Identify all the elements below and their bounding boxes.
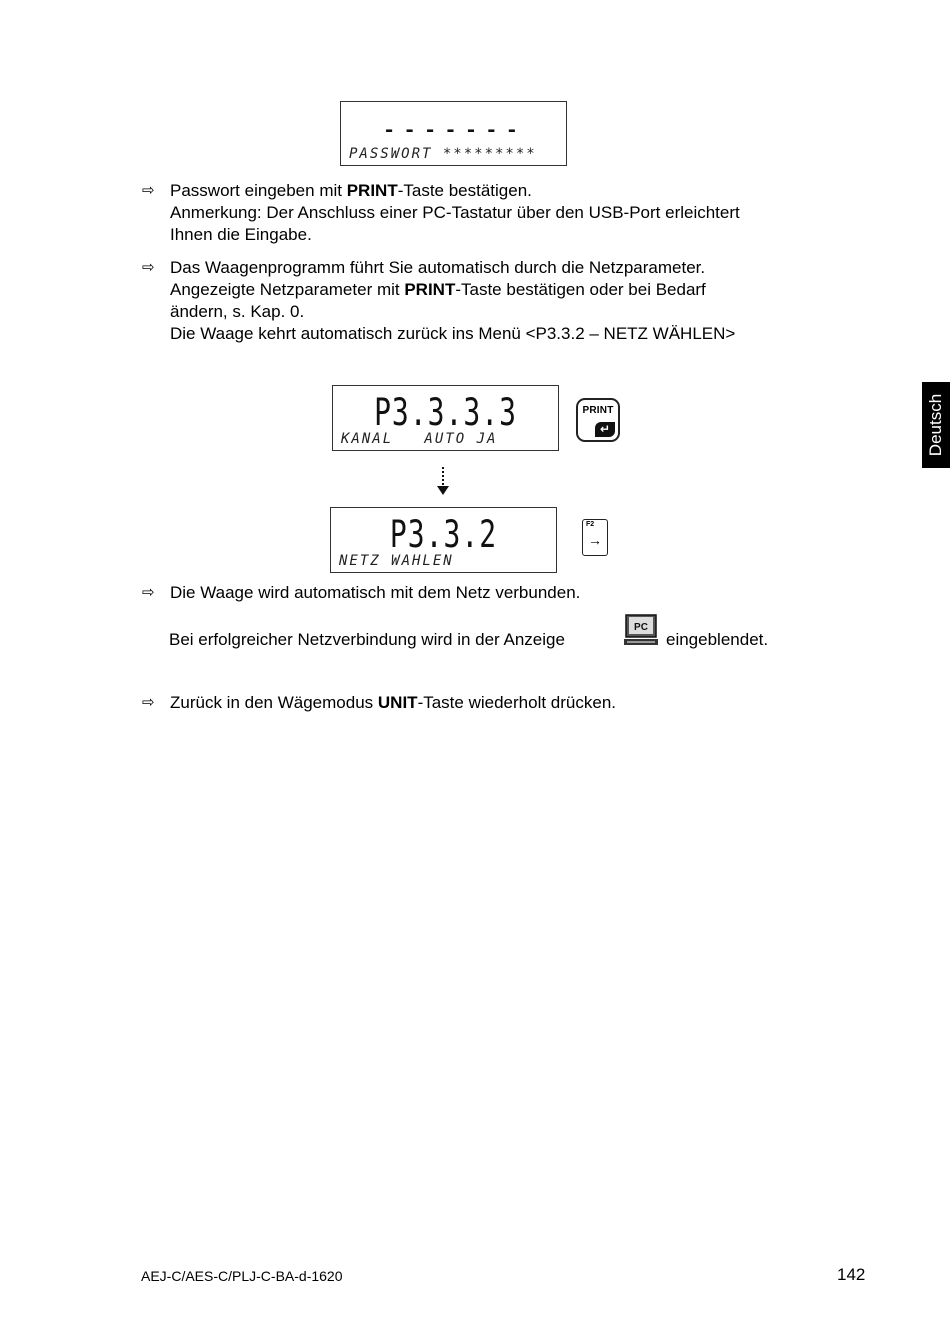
enter-icon: ↵ <box>595 422 615 437</box>
step1-arrow-icon: ⇨ <box>142 182 155 199</box>
pc-icon-label: PC <box>634 622 648 633</box>
password-display-sub: PASSWORT ********* <box>349 146 537 162</box>
step2-line2: Angezeigte Netzparameter mit PRINT-Taste bestätigen oder bei Bedarf <box>170 280 706 299</box>
right-arrow-icon: → <box>588 532 602 548</box>
step2-line4: Die Waage kehrt automatisch zurück ins Menü <P3.3.2 – NETZ WÄHLEN> <box>170 324 736 343</box>
language-tab <box>922 382 950 468</box>
footer-doc-id: AEJ-C/AES-C/PLJ-C-BA-d-1620 <box>141 1268 343 1284</box>
print-key-icon <box>576 398 620 442</box>
page-number: 142 <box>837 1265 866 1284</box>
password-display-main: ------- <box>381 110 526 148</box>
step2-arrow-icon: ⇨ <box>142 259 155 276</box>
f2-key-label: F2 <box>586 521 595 528</box>
step1-line1: Passwort eingeben mit PRINT-Taste bestätigen. <box>170 181 532 200</box>
step2-text <box>170 257 735 345</box>
netz-display <box>330 507 557 573</box>
step3-arrow-icon: ⇨ <box>142 584 155 601</box>
down-arrow-icon <box>436 466 450 496</box>
netz-display-sub: NETZ WAHLEN <box>339 553 454 569</box>
pc-connection-icon <box>623 614 659 648</box>
step4-arrow-icon: ⇨ <box>142 694 155 711</box>
step2-line3: ändern, s. Kap. 0. <box>170 302 305 321</box>
kanal-display-main: P3.3.3.3 <box>374 390 517 435</box>
step3-line2-pre: Bei erfolgreicher Netzverbindung wird in der Anzeige <box>169 630 565 649</box>
step3-line1: Die Waage wird automatisch mit dem Netz verbunden. <box>170 583 581 602</box>
kanal-display <box>332 385 559 451</box>
step1-line3: Ihnen die Eingabe. <box>170 225 312 244</box>
password-display <box>340 101 567 166</box>
step1-text <box>170 180 740 246</box>
step1-line2: Anmerkung: Der Anschluss einer PC-Tastatur über den USB-Port erleichtert <box>170 203 740 222</box>
step4-text: Zurück in den Wägemodus UNIT-Taste wiederholt drücken. <box>170 693 616 712</box>
print-key-label: PRINT <box>582 405 614 416</box>
step3-line2-post: eingeblendet. <box>666 630 769 649</box>
language-tab-label: Deutsch <box>926 393 945 457</box>
step2-line1: Das Waagenprogramm führt Sie automatisch durch die Netzparameter. <box>170 258 706 277</box>
kanal-display-sub: KANAL AUTO JA <box>341 431 498 447</box>
netz-display-main: P3.3.2 <box>389 512 498 557</box>
f2-key-icon <box>582 519 608 556</box>
